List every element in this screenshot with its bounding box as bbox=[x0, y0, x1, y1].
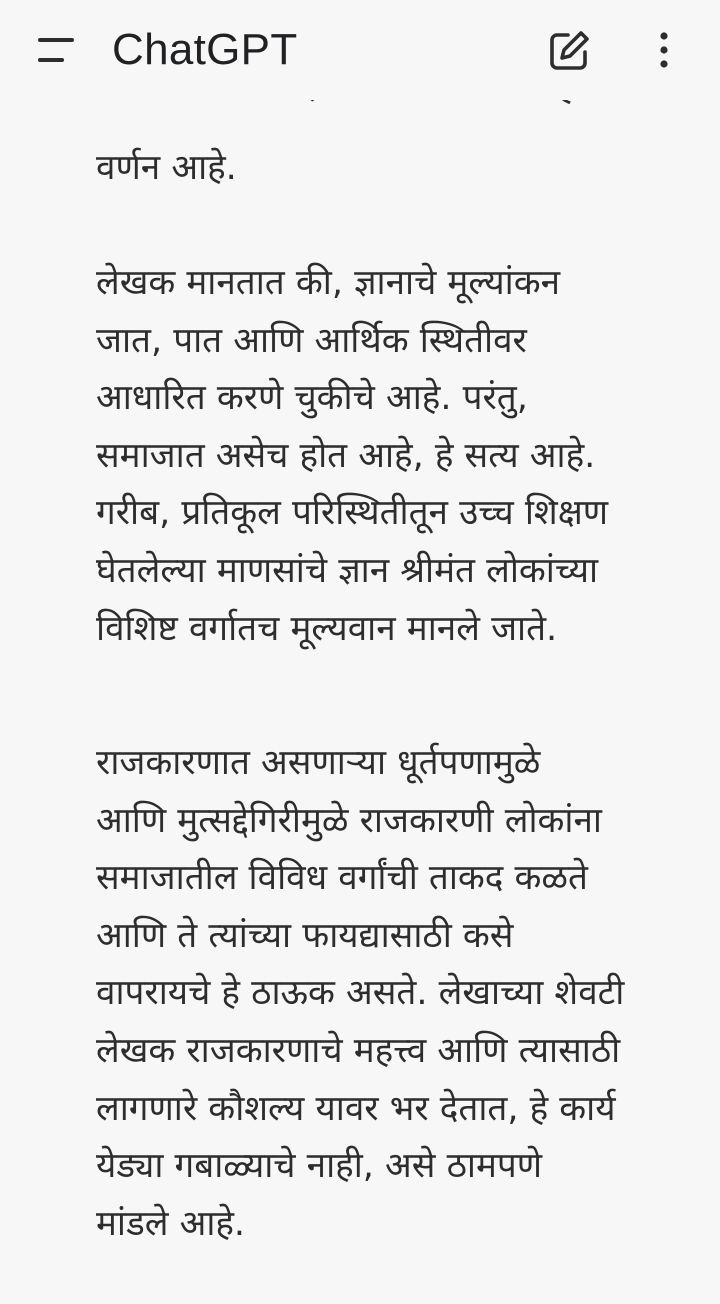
text-line: समाजात असेच होत आहे, हे सत्य आहे. bbox=[96, 435, 596, 476]
text-line: आधारित करणे चुकीचे आहे. परंतु, bbox=[96, 378, 528, 419]
message-paragraph bbox=[96, 255, 696, 658]
more-vertical-icon[interactable] bbox=[644, 28, 684, 74]
text-line: आणि मुत्सद्देगिरीमुळे राजकारणी लोकांना bbox=[96, 800, 602, 841]
text-line: आणि ते त्यांच्या फायद्यासाठी कसे bbox=[96, 915, 514, 956]
text-line: जात, पात आणि आर्थिक स्थितीवर bbox=[96, 320, 527, 361]
app-header bbox=[0, 0, 720, 100]
text-line: गरीब, प्रतिकूल परिस्थितीतून उच्च शिक्षण bbox=[96, 493, 609, 534]
edit-icon[interactable] bbox=[546, 28, 592, 74]
text-line: घेतलेल्या माणसांचे ज्ञान श्रीमंत लोकांच्या bbox=[96, 550, 599, 591]
text-line: लागणारे कौशल्य यावर भर देतात, हे कार्य bbox=[96, 1088, 616, 1129]
text-line: येड्या गबाळ्याचे नाही, असे ठामपणे bbox=[96, 1146, 543, 1187]
text-line: लेखक मानतात की, ज्ञानाचे मूल्यांकन bbox=[96, 263, 561, 303]
message-paragraph bbox=[96, 140, 696, 198]
app-title: ChatGPT bbox=[112, 25, 298, 74]
message-paragraph bbox=[96, 735, 696, 1253]
text-line: वर्णन आहे. bbox=[96, 148, 237, 188]
text-line: राजकारणात असणाऱ्या धूर्तपणामुळे bbox=[96, 743, 541, 783]
menu-icon[interactable] bbox=[34, 34, 78, 68]
text-line: लेखक राजकारणाचे महत्त्व आणि त्यासाठी bbox=[96, 1030, 621, 1071]
text-line: वापरायचे हे ठाऊक असते. लेखाच्या शेवटी bbox=[96, 973, 625, 1014]
text-line: समाजातील विविध वर्गांची ताकद कळते bbox=[96, 858, 588, 899]
text-line: मांडले आहे. bbox=[96, 1203, 246, 1244]
clipped-text-line bbox=[96, 104, 666, 118]
text-line: विशिष्ट वर्गातच मूल्यवान मानले जाते. bbox=[96, 608, 558, 649]
